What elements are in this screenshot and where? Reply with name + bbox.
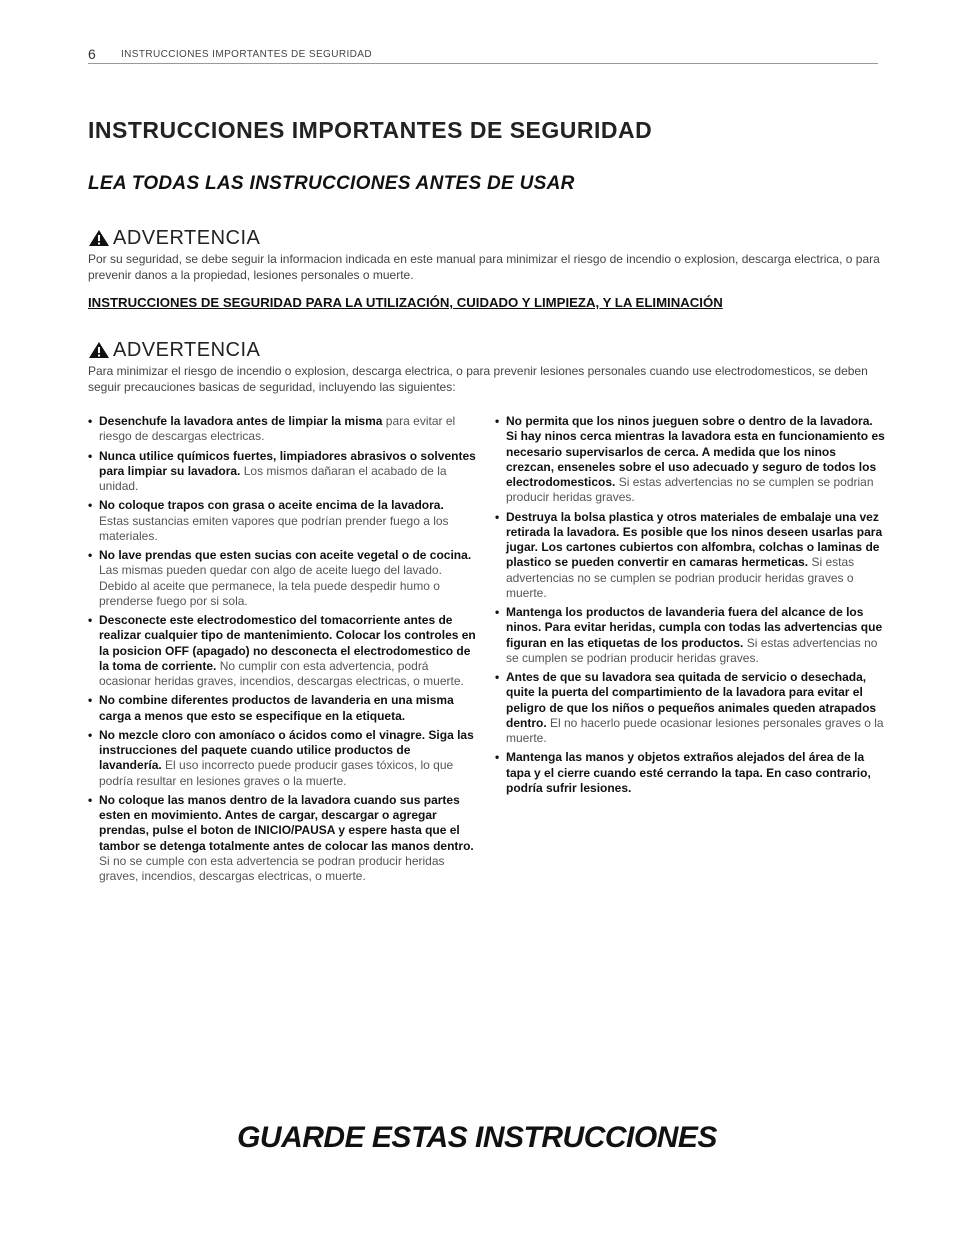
list-item bbox=[88, 728, 476, 789]
safety-list-left bbox=[88, 414, 476, 888]
item-bold-text: No permita que los ninos jueguen sobre o dentro de la lavadora. Si hay ninos cerca mientras la lavadora esta en funcionamiento es necesario supervisarlos de cerca. A medida que los ninos crezcan, enseneles sobre el uso adecuado y seguro de todos los electrodomesticos. bbox=[506, 414, 885, 489]
item-text: Si estas advertencias no se cumplen se podrian producir heridas graves o muerte. bbox=[506, 555, 855, 600]
list-item bbox=[495, 414, 887, 506]
page-header bbox=[88, 46, 878, 64]
list-item bbox=[88, 414, 476, 445]
item-bold-text: Desconecte este electrodomestico del tomacorriente antes de realizar cualquier tipo de mantenimiento. Colocar los controles en la posicion OFF (apagado) no desconecta el electrodomestico de la toma de corriente. bbox=[99, 613, 476, 673]
list-item bbox=[495, 750, 887, 796]
warning-text-1: Por su seguridad, se debe seguir la informacion indicada en este manual para minimizar el riesgo de incendio o explosion, descarga electrica, o para prevenir danos a la propiedad, lesiones personales o muerte. bbox=[88, 252, 880, 282]
item-bold-text: Mantenga las manos y objetos extraños alejados del área de la tapa y el cierre cuando esté cerrando la tapa. En caso contrario, podría sufrir lesiones. bbox=[506, 750, 871, 795]
item-text: Si estas advertencias no se cumplen se podrian producir heridas graves. bbox=[506, 475, 874, 505]
item-bold-text: Desenchufe la lavadora antes de limpiar la misma bbox=[99, 414, 383, 428]
item-bold-text: No coloque trapos con grasa o aceite encima de la lavadora. bbox=[99, 498, 444, 513]
item-text: El uso incorrecto puede producir gases tóxicos, lo que podría resultar en lesiones graves o la muerte. bbox=[99, 758, 454, 788]
item-text: Si estas advertencias no se cumplen se podrian producir heridas graves. bbox=[506, 635, 878, 665]
warning-text-2: Para minimizar el riesgo de incendio o explosion, descarga electrica, o para prevenir lesiones personales cuando use electrodomesticos, se deben seguir precauciones basicas de seguridad, incluyendo las siguientes: bbox=[88, 364, 868, 394]
list-item bbox=[88, 449, 476, 495]
item-text: Las mismas pueden quedar con algo de aceite luego del lavado. Debido al aceite que permanece, la tela puede despedir humo o prenderse fuego por si sola. bbox=[99, 563, 442, 608]
list-item bbox=[88, 793, 476, 885]
list-item bbox=[495, 670, 887, 746]
footer-save-instructions: GUARDE ESTAS INSTRUCCIONES bbox=[237, 1121, 717, 1154]
running-header-title: INSTRUCCIONES IMPORTANTES DE SEGURIDAD bbox=[121, 49, 372, 60]
warning-block-1 bbox=[88, 226, 888, 283]
list-item bbox=[495, 510, 887, 602]
list-item bbox=[88, 548, 476, 609]
list-item bbox=[88, 693, 476, 724]
item-text: para evitar el riesgo de descargas electricas. bbox=[99, 414, 456, 444]
warning-triangle-icon bbox=[88, 229, 110, 247]
list-item bbox=[88, 498, 476, 544]
item-text: Estas sustancias emiten vapores que podrían prender fuego a los materiales. bbox=[99, 513, 449, 543]
item-text: Si no se cumple con esta advertencia se podran producir heridas graves, incendios, descargas electricas, o muerte. bbox=[99, 853, 445, 883]
item-bold-text: No coloque las manos dentro de la lavadora cuando sus partes esten en movimiento. Antes de cargar, descargar o agregar prendas, pulse el boton de INICIO/PAUSA y espere hasta que el tambor se detenga totalmente antes de colocar las manos dentro. bbox=[99, 792, 474, 853]
warning-label: ADVERTENCIA bbox=[113, 226, 261, 249]
item-text: El no hacerlo puede ocasionar lesiones personales graves o la muerte. bbox=[506, 715, 884, 745]
item-text: Los mismos dañaran el acabado de la unidad. bbox=[99, 463, 447, 493]
warning-header-2 bbox=[88, 338, 888, 362]
page-number: 6 bbox=[88, 46, 96, 62]
item-bold-text: No mezcle cloro con amoníaco o ácidos como el vinagre. Siga las instrucciones del paquete cuando utilice productos de lavandería. bbox=[99, 727, 474, 773]
safety-list-right bbox=[495, 414, 887, 800]
warning-header-1 bbox=[88, 226, 888, 250]
item-bold-text: Nunca utilice químicos fuertes, limpiadores abrasivos o solventes para limpiar su lavadora. bbox=[99, 448, 476, 478]
item-bold-text: Destruya la bolsa plastica y otros materiales de embalaje una vez retirada la lavadora. Es posible que los ninos deseen usarlas para jugar. Los cartones cubiertos con alfombra, colchas o laminas de plastico se pueden convertir en camaras hermeticas. bbox=[506, 509, 883, 570]
item-bold-text: Mantenga los productos de lavanderia fuera del alcance de los ninos. Para evitar heridas, cumpla con todas las advertencias que figuran en las etiquetas de los productos. bbox=[506, 605, 883, 650]
section-heading: INSTRUCCIONES DE SEGURIDAD PARA LA UTILIZACIÓN, CUIDADO Y LIMPIEZA, Y LA ELIMINACIÓN bbox=[88, 295, 723, 310]
item-bold-text: No lave prendas que esten sucias con aceite vegetal o de cocina. bbox=[99, 548, 472, 562]
warning-label: ADVERTENCIA bbox=[113, 338, 261, 361]
item-bold-text: No combine diferentes productos de lavanderia en una misma carga a menos que esto se especifique en la etiqueta. bbox=[99, 693, 454, 723]
warning-triangle-icon bbox=[88, 341, 110, 359]
list-item bbox=[88, 613, 476, 689]
item-bold-text: Antes de que su lavadora sea quitada de servicio o desechada, quite la puerta del compartimiento de la lavadora para evitar el peligro de que los niños o pequeños animales queden atrapados dentro. bbox=[506, 670, 877, 730]
list-item bbox=[495, 605, 887, 666]
page-subtitle: LEA TODAS LAS INSTRUCCIONES ANTES DE USAR bbox=[88, 173, 575, 194]
item-text: No cumplir con esta advertencia, podrá ocasionar heridas graves, incendios, descargas electricas, o muerte. bbox=[99, 658, 464, 688]
page-title: INSTRUCCIONES IMPORTANTES DE SEGURIDAD bbox=[88, 117, 653, 143]
warning-block-2 bbox=[88, 338, 888, 395]
